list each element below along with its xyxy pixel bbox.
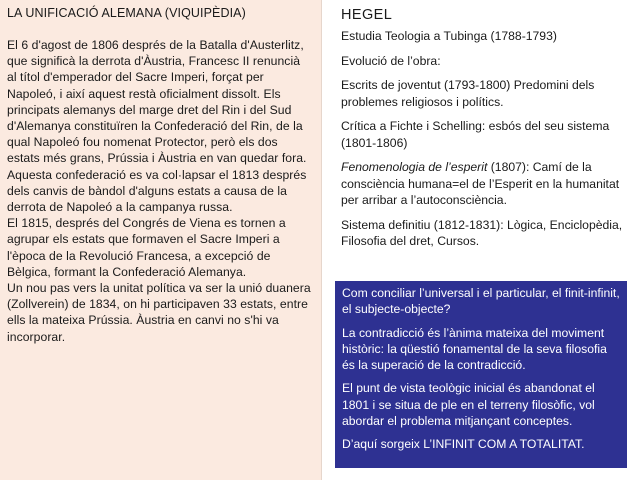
right-title: HEGEL <box>341 7 393 23</box>
right-list <box>341 28 631 250</box>
left-title: LA UNIFICACIÓ ALEMANA (VIQUIPÈDIA) <box>7 6 246 20</box>
left-paragraph-1: El 6 d'agost de 1806 després de la Batalla d'Austerlitz, que significà la derrota d'Àustria, Francesc II renuncià al títol d'emperador del Sacre Imperi, forçat per Napoleó, i així aquest restà oficialment dissolt. Els principats alemanys del marge dret del Rin i del Sud d'Alemanya constituïren la Confederació del Rin, de la qual Napoleó fou nomenat Protector, però els dos estats més grans, Prússia i Àustria en van quedar fora. Aquesta confederació es va col·lapsar el 1813 després dels canvis de bàndol d'alguns estats a causa de la derrota de Napoleó a la campanya russa. <box>7 38 307 215</box>
fenomenologia-rest: (1807): Camí de la consciència humana=el de l’Esperit en la humanitat per arribar a l’autoconsciència. <box>341 160 620 207</box>
box-paragraph-1: Com conciliar l’universal i el particular, el finit-infinit, el subjecte-objecte? <box>342 286 620 317</box>
box-paragraph-2: La contradicció és l’ànima mateixa del moviment històric: la qüestió fonamental de la seva filosofia és la superació de la contradicció. <box>342 325 607 373</box>
item-critica: Crítica a Fichte i Schelling: esbós del seu sistema (1801-1806) <box>341 119 610 150</box>
left-paragraph-2: El 1815, després del Congrés de Viena es tornen a agrupar els estats que formaven el Sacre Imperi a l'època de la Revolució Francesa, a excepció de Bèlgica, formant la Confederació Alemanya. <box>7 216 286 279</box>
box-paragraph-4: D’aquí sorgeix L’INFINIT COM A TOTALITAT. <box>342 437 585 452</box>
box-paragraph-3: El punt de vista teològic inicial és abandonat el 1801 i se situa de ple en el terreny filosòfic, vol abordar el problema mitjançant conceptes. <box>342 381 595 429</box>
panel-divider <box>321 0 322 480</box>
item-evolucio: Evolució de l’obra: <box>341 53 441 68</box>
item-fenomenologia <box>341 159 631 209</box>
item-estudia: Estudia Teologia a Tubinga (1788-1793) <box>341 29 557 43</box>
left-body <box>7 37 311 345</box>
item-escrits: Escrits de joventut (1793-1800) Predomini dels problemes religiosos i polítics. <box>341 78 595 109</box>
highlight-box <box>335 281 627 468</box>
item-sistema: Sistema definitiu (1812-1831): Lògica, Enciclopèdia, Filosofia del dret, Cursos. <box>341 217 623 248</box>
fenomenologia-title: Fenomenologia de l’esperit <box>341 160 488 174</box>
left-paragraph-3: Un nou pas vers la unitat política va ser la unió duanera (Zollverein) de 1834, on hi participaven 33 estats, entre ells la mateixa Prússia. Àustria en canvi no s'hi va incorporar. <box>7 281 311 344</box>
